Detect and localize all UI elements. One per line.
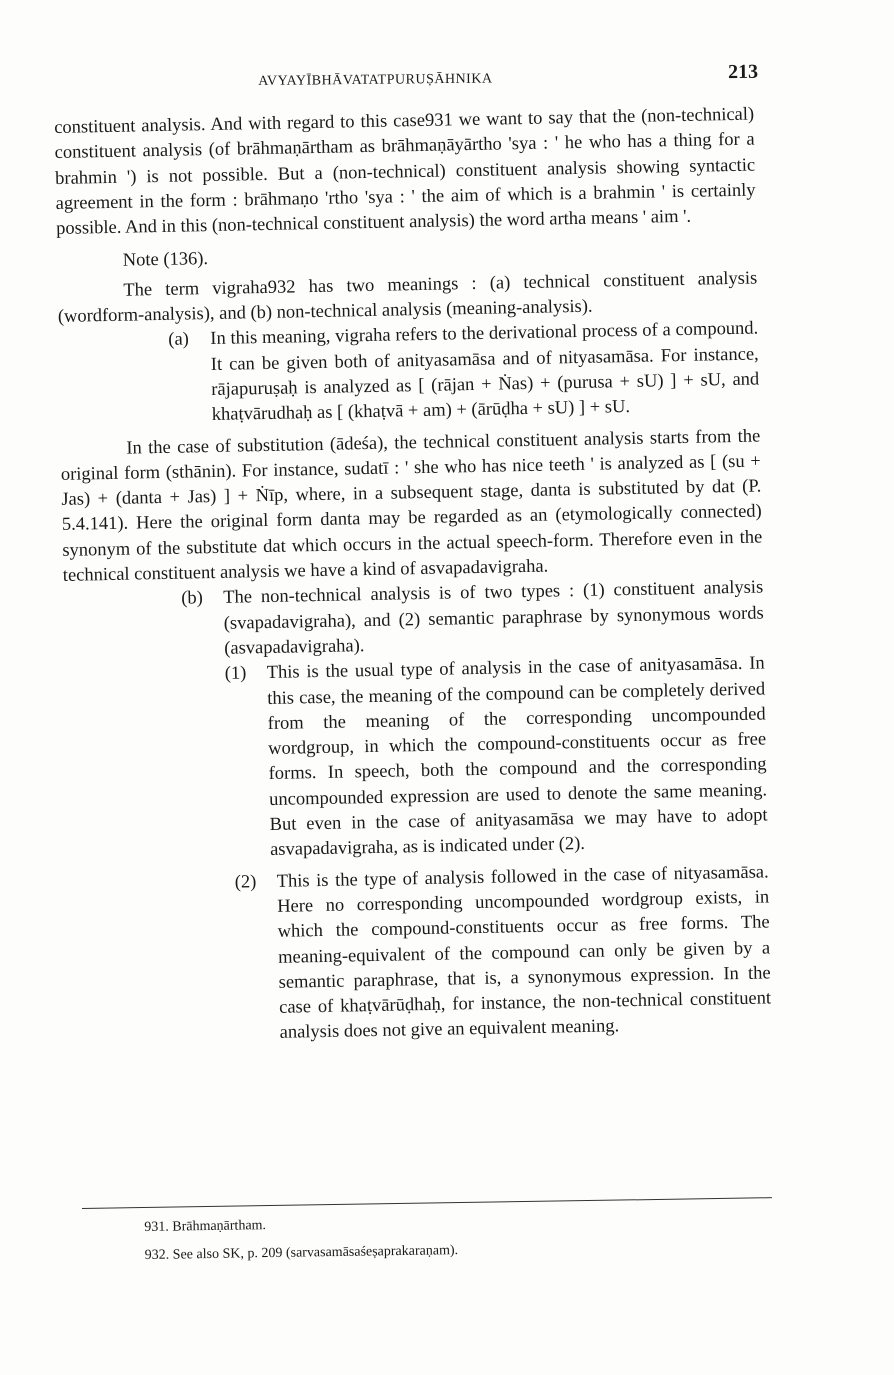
item-b-marker: (b): [181, 588, 204, 609]
item-a-text: In this meaning, vigraha refers to the derivational process of a compound. It can be given both of anityasamāsa and of nityasamāsa. For instance, rājapuruṣaḥ is analyzed as [ (rājan + Ṅas) + (purusa + sU) ] + sU, and khaṭvārudhaḥ as [ (khaṭvā + am) + (ārūḍha + sU) ] + sU.: [210, 318, 760, 426]
item-1: [225, 652, 769, 865]
paragraph-constituent-analysis: constituent analysis. And with regard to this case931 we want to say that the (non-technical) constituent analysis (of brāhmaṇārtham as brāhmaṇāyārtho 'sya : ' he who has a thing for a brahmin ') is not possible. But a (non-technical) constituent analysis showing syntactic agreement in the form : brāhmaṇo 'rtho 'sya : ' the aim of which is a brahmin ' is certainly possible. And in this (non-technical constituent analysis) the word artha means ' aim '.: [54, 104, 756, 240]
paragraph-substitution: In the case of substitution (ādeśa), the technical constituent analysis starts from the original form (sthānin). For instance, sudatī : ' she who has nice teeth ' is analyzed as [ (su + Jas) + (danta + Jas) ] + Ṅīp, where, in a subsequent stage, danta is substituted by dat (P. 5.4.141). Here the original form danta may be regarded as an (etymologically connected) synonym of the substitute dat which occurs in the actual speech-form. Therefore even in the technical constituent analysis we have a kind of asvapadavigraha.: [60, 426, 763, 586]
footnote-931: 931. Brāhmaṇārtham.: [144, 1218, 267, 1236]
item-b: [181, 576, 764, 663]
item-1-marker: (1): [224, 663, 247, 685]
footnotes: [82, 1197, 783, 1271]
item-2-marker: (2): [234, 871, 257, 893]
item-2: [235, 860, 772, 1047]
body-text: [54, 103, 772, 1051]
item-1-text: This is the usual type of analysis in the case of anityasamāsa. In this case, the meaning of the compound can be completely derived from the meaning of the corresponding uncompounded wordgroup, in which the compound-constituents occur as free forms. In speech, both the compound and the corresponding uncompounded expression are used to denote the same meaning. But even in the case of anityasamāsa we may have to adopt asvapadavigraha, as is indicated under (2).: [266, 653, 768, 861]
item-b-text: The non-technical analysis is of two types : (1) constituent analysis (svapadavigraha), and (2) semantic paraphrase by synonymous words (asvapadavigraha).: [223, 577, 764, 659]
footnote-932: 932. See also SK, p. 209 (sarvasamāsaśeṣaprakaraṇam).: [144, 1243, 459, 1264]
item-a: [168, 317, 760, 429]
note-title: Note (136).: [122, 249, 209, 272]
page-number: 213: [727, 60, 759, 84]
item-2-text: This is the type of analysis followed in the case of nityasamāsa. Here no corresponding uncompounded wordgroup exists, in which the compound-constituents occur as free forms. The meaning-equivalent of the compound can only be given by a semantic paraphrase, that is, a synonymous expression. In the case of khaṭvārūḍhaḥ, for instance, the non-technical constituent analysis does not give an equivalent meaning.: [276, 862, 772, 1044]
running-head: AVYAYĪBHĀVATATPURUṢĀHNIKA: [258, 71, 493, 89]
page-header: [258, 61, 758, 96]
paragraph-vigraha-meanings: The term vigraha932 has two meanings : (a) technical constituent analysis (wordform-analysis), and (b) non-technical analysis (meaning-analysis).: [57, 268, 758, 328]
item-a-marker: (a): [168, 329, 190, 351]
